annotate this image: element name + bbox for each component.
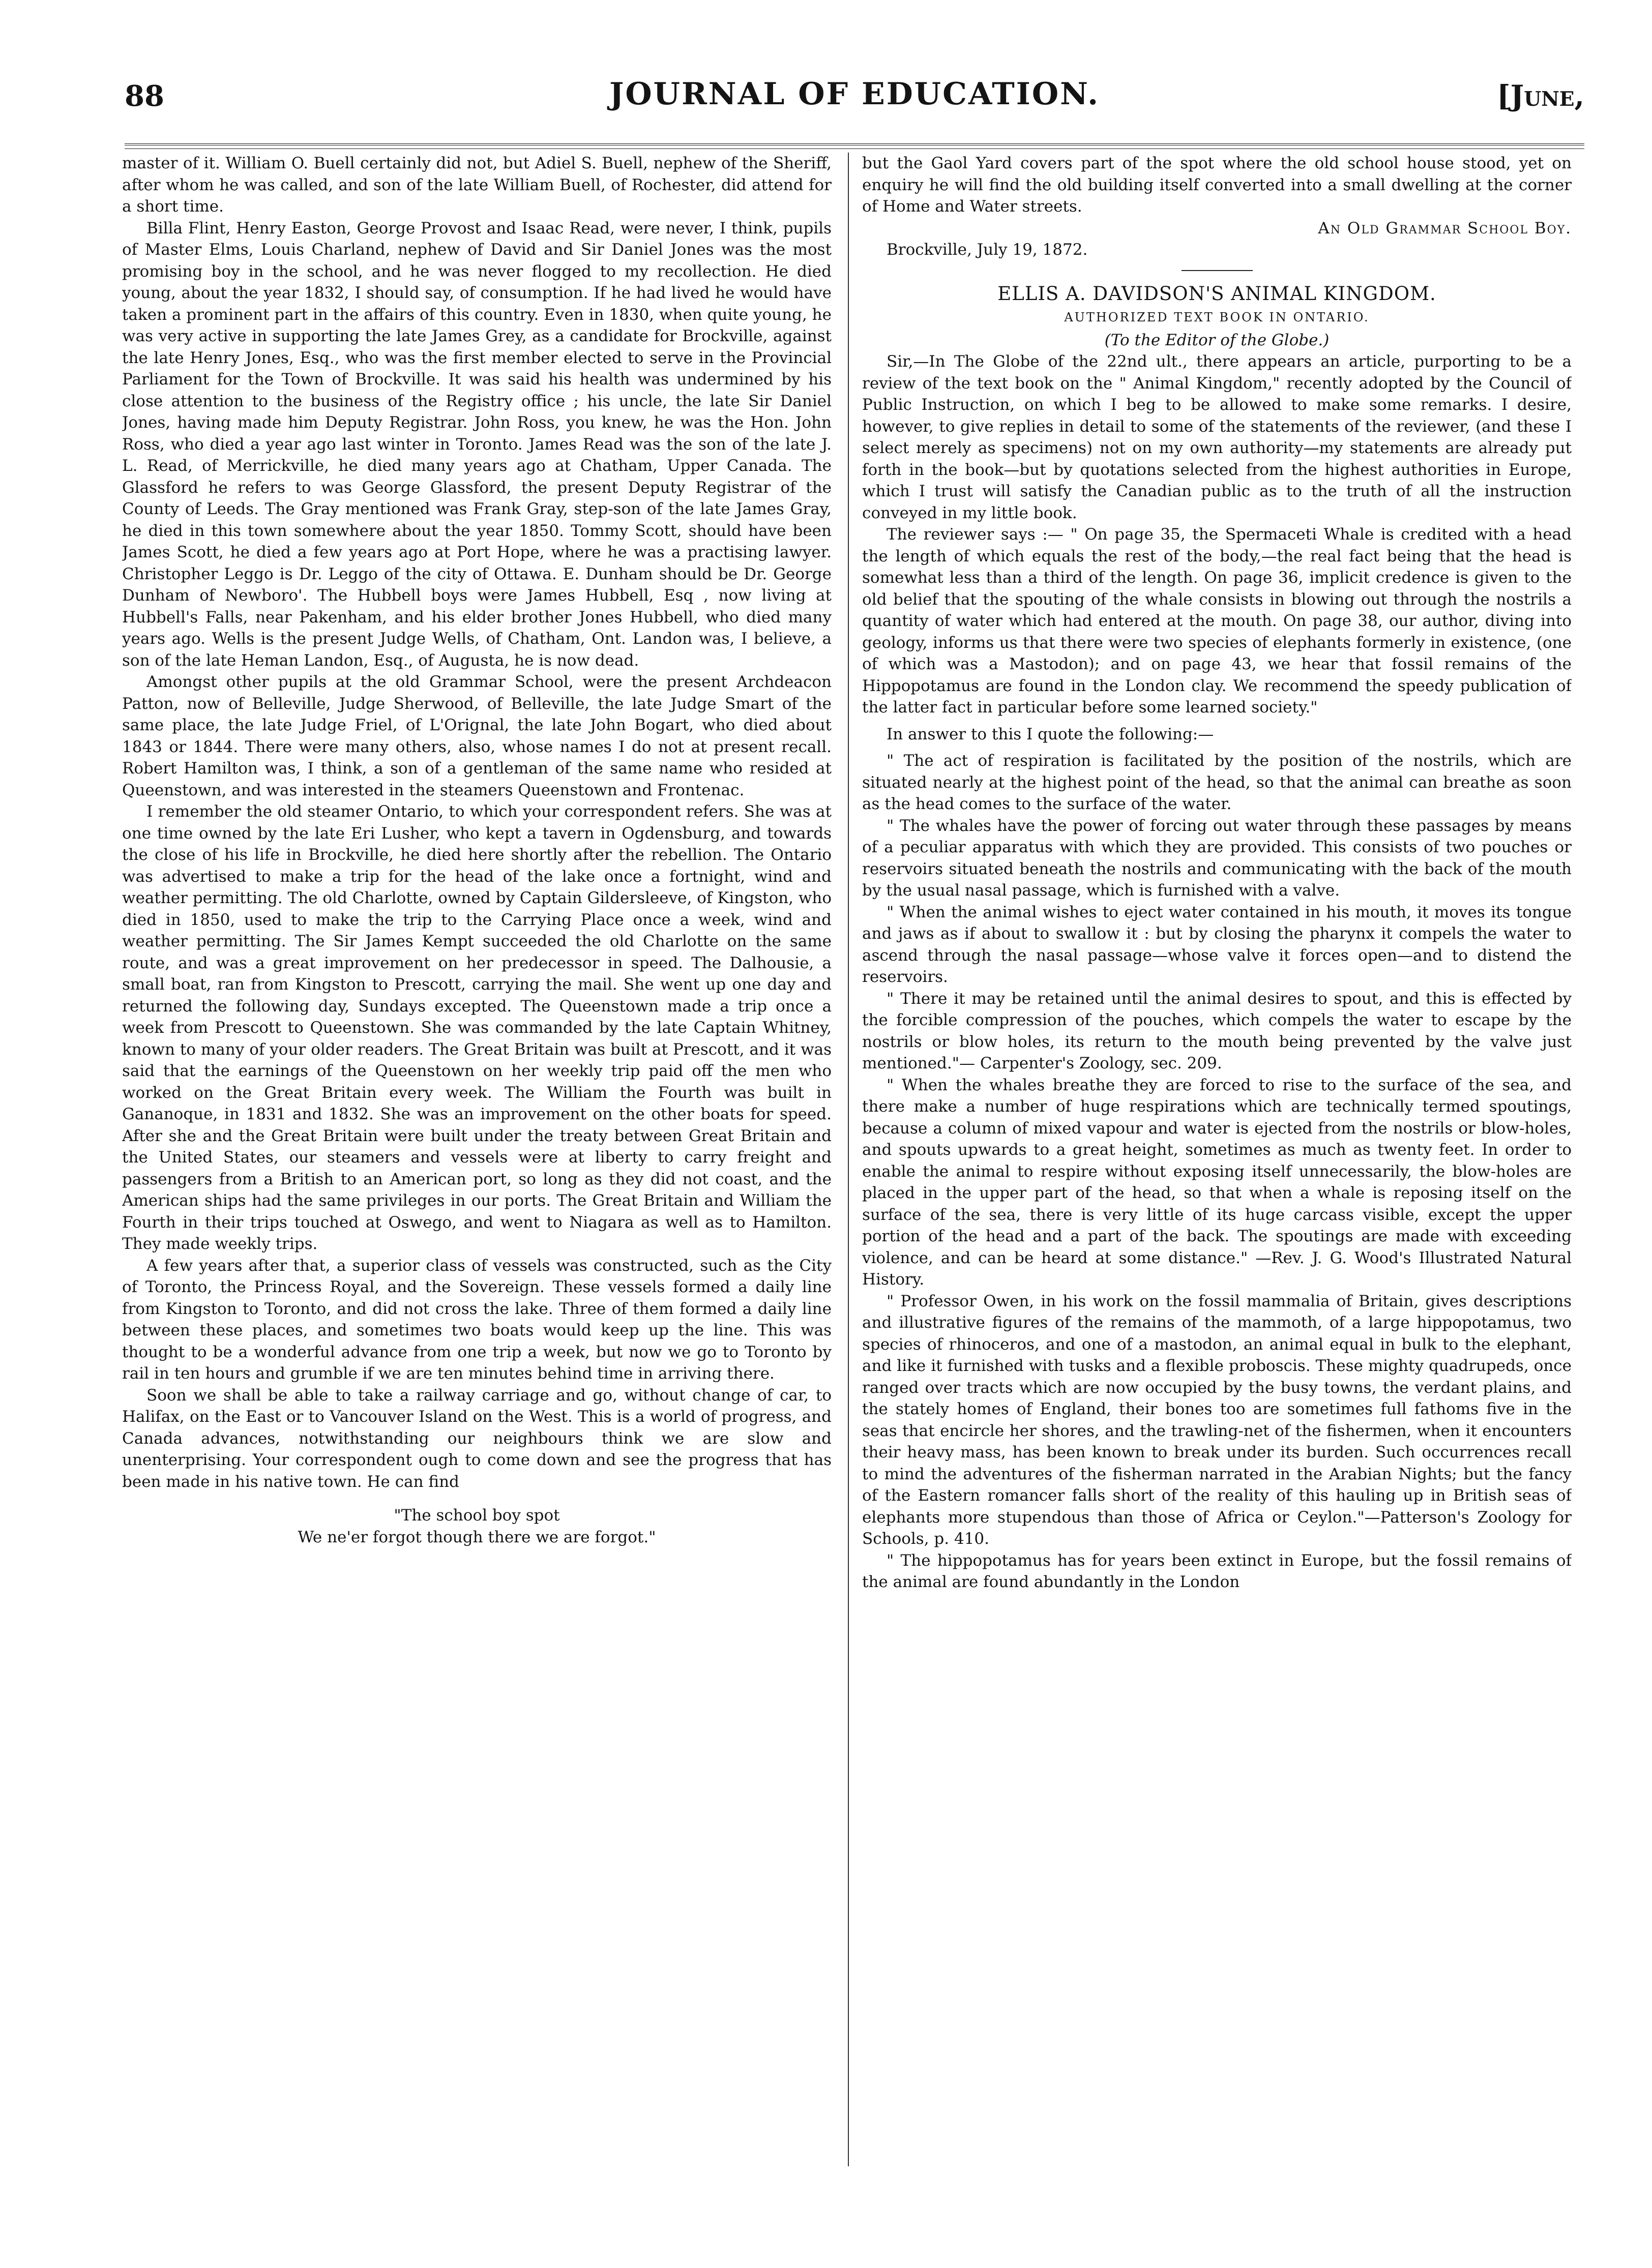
letter-paragraph: A few years after that, a superior class of vessels was constructed, such as the City of Toronto, the Princess Royal, and the Sovereign. These vessels formed a daily line from Kingston to Toronto, and did not cross the lake. Three of them formed a daily line between these places, and sometimes two boats would keep up the line. This was thought to be a wonderful advance from one trip a week, but now we go to Toronto by rail in ten hours and grumble if we are ten minutes behind time in arriving there. bbox=[122, 1256, 832, 1383]
journal-title: JOURNAL OF EDUCATION. bbox=[609, 76, 1100, 112]
article-paragraph: In answer to this I quote the following:— bbox=[887, 725, 1214, 743]
issue-month: [June, bbox=[1497, 79, 1584, 113]
letter-continuation: but the Gaol Yard covers part of the spot where the old school house stood, yet on enquiry he will find the old building itself converted into a small dwelling at the corner of Home and Water streets. bbox=[862, 154, 1572, 216]
quote-paragraph: " There it may be retained until the animal desires to spout, and this is effected by the forcible compression of the pouches, which compels the water to escape by the nostrils or blow holes, its return to the mouth being prevented by the valve just mentioned."— Carpenter's Zoology, sec. 209. bbox=[862, 989, 1572, 1072]
article-paragraph: The reviewer says :— " On page 35, the Spermaceti Whale is credited with a head the length of which equals the rest of the body,—the real fact being that the head is somewhat less than a third of the length. On page 36, implicit credence is given to the old belief that the spouting of the whale consists in blowing out through the nostrils a quantity of water which had entered at the mouth. On page 38, our author, diving into geology, informs us that there were two species of elephants formerly in existence, (one of which was a Mastodon); and on page 43, we hear that fossil remains of the Hippopotamus are found in the London clay. We recommend the speedy publication of the latter fact in particular before some learned society." bbox=[862, 525, 1572, 717]
editor-address: (To the Editor of the Globe.) bbox=[1104, 331, 1330, 349]
page-header bbox=[125, 76, 1584, 132]
letter-paragraph: master of it. William O. Buell certainly did not, but Adiel S. Buell, nephew of the Sheriff, after whom he was called, and son of the late William Buell, of Rochester, did attend for a short time. bbox=[122, 154, 832, 216]
verse-line: We ne'er forgot though there we are forgot." bbox=[298, 1528, 656, 1546]
letter-paragraph: I remember the old steamer Ontario, to which your correspondent refers. She was at one time owned by the late Eri Lusher, who kept a tavern in Ogdensburg, and towards the close of his life in Brockville, he died here shortly after the rebellion. The Ontario was advertised to make a trip for the head of the lake once a fortnight, wind and weather permitting. The old Charlotte, owned by Captain Gildersleeve, of Kingston, who died in 1850, used to make the trip to the Carrying Place once a week, wind and weather permitting. The Sir James Kempt succeeded the old Charlotte on the same route, and was a great improvement on her predecessor in speed. The Dalhousie, a small boat, ran from Kingston to Prescott, carrying the mail. She went up one day and returned the following day, Sundays excepted. The Queenstown made a trip once a week from Prescott to Queenstown. She was commanded by the late Captain Whitney, known to many of your older readers. The Great Britain was built at Prescott, and it was said that the earnings of the Queenstown on her weekly trip paid off the men who worked on the Great Britain every week. The William the Fourth was built in Gananoque, in 1831 and 1832. She was an improvement on the other boats for speed. After she and the Great Britain were built under the treaty between Great Britain and the United States, our steamers and vessels were at liberty to carry freight and passengers from a British to an American port, so long as they did not coast, and the American ships had the same privileges in our ports. The Great Britain and William the Fourth in their trips touched at Oswego, and went to Niagara as well as to Hamilton. They made weekly trips. bbox=[122, 802, 832, 1253]
quote-paragraph: " When the whales breathe they are forced to rise to the surface of the sea, and there make a number of huge respirations which are technically termed spoutings, because a column of mixed vapour and water is ejected from the nostrils or blow-holes, and spouts upwards to a great height, sometimes as much as twenty feet. In order to enable the animal to respire without exposing itself unnecessarily, the blow-holes are placed in the upper part of the head, so that when a whale is reposing itself on the surface of the sea, there is very little of its huge carcass visible, except the upper portion of the head and a part of the back. The spoutings are made with exceeding violence, and can be heard at some distance." —Rev. J. G. Wood's Illustrated Natural History. bbox=[862, 1076, 1572, 1289]
letter-paragraph: Billa Flint, Henry Easton, George Provost and Isaac Read, were never, I think, pupils of Master Elms, Louis Charland, nephew of David and Sir Daniel Jones was the most promising boy in the school, and he was never flogged to my recollection. He died young, about the year 1832, I should say, of consumption. If he had lived he would have taken a prominent part in the affairs of this country. Even in 1830, when quite young, he was very active in supporting the late James Grey, as a candidate for Brockville, against the late Henry Jones, Esq., who was the first member elected to serve in the Provincial Parliament for the Town of Brockville. It was said his health was undermined by his close attention to the business of the Registry office ; his uncle, the late Sir Daniel Jones, having made him Deputy Registrar. John Ross, you knew, he was the Hon. John Ross, who died a year ago last winter in Toronto. James Read was the son of the late J. L. Read, of Merrickville, he died many years ago at Chatham, Upper Canada. The Glassford he refers to was George Glassford, the present Deputy Registrar of the County of Leeds. The Gray mentioned was Frank Gray, step-son of the late James Gray, he died in this town somewhere about the year 1850. Tommy Scott, should have been James Scott, he died a few years ago at Port Hope, where he was a practising lawyer. Christopher Leggo is Dr. Leggo of the city of Ottawa. E. Dunham should be Dr. George Dunham of Newboro'. The Hubbell boys were James Hubbell, Esq , now living at Hubbell's Falls, near Pakenham, and his elder brother Jones Hubbell, who died many years ago. Wells is the present Judge Wells, of Chatham, Ont. Landon was, I believe, a son of the late Heman Landon, Esq., of Augusta, he is now dead. bbox=[122, 219, 832, 670]
letter-signature: An Old Grammar School Boy. bbox=[1318, 219, 1572, 237]
left-column bbox=[122, 153, 832, 2217]
section-subtitle: AUTHORIZED TEXT BOOK IN ONTARIO. bbox=[1064, 310, 1370, 324]
letter-paragraph: Amongst other pupils at the old Grammar School, were the present Archdeacon Patton, now of Belleville, Judge Sherwood, of Belleville, the late Judge Smart of the same place, the late Judge Friel, of L'Orignal, the late John Bogart, who died about 1843 or 1844. There were many others, also, whose names I do not at present recall. Robert Hamilton was, I think, a son of a gentleman of the same name who resided at Queenstown, and was interested in the steamers Queenstown and Frontenac. bbox=[122, 673, 832, 799]
page-number: 88 bbox=[125, 79, 164, 113]
header-rule bbox=[125, 143, 1584, 149]
verse-line: "The school boy spot bbox=[394, 1506, 560, 1525]
article-paragraph: Sir,—In The Globe of the 22nd ult., there appears an article, purporting to be a review of the text book on the " Animal Kingdom," recently adopted by the Council of Public Instruction, on which I beg to be allowed to make some remarks. I desire, however, to give replies in detail to some of the statements of the reviewer, (and these I select merely as specimens) not on my own authority—my statements are already put forth in the book—but by quotations selected from the highest authorities in Europe, which I trust will satisfy the Canadian public as to the truth of all the instruction conveyed in my little book. bbox=[862, 352, 1572, 522]
letter-dateline: Brockville, July 19, 1872. bbox=[887, 241, 1088, 259]
letter-paragraph: Soon we shall be able to take a railway carriage and go, without change of car, to Halifax, on the East or to Vancouver Island on the West. This is a world of progress, and Canada advances, notwithstanding our neighbours think we are slow and unenterprising. Your correspondent ough to come down and see the progress that has been made in his native town. He can find bbox=[122, 1386, 832, 1491]
quote-paragraph: " The hippopotamus has for years been extinct in Europe, but the fossil remains of the animal are found abundantly in the London bbox=[862, 1551, 1572, 1591]
quote-paragraph: " The act of respiration is facilitated by the position of the nostrils, which are situated nearly at the highest point of the head, so that the animal can breathe as soon as the head comes to the surface of the water. bbox=[862, 752, 1572, 813]
quote-paragraph: " When the animal wishes to eject water contained in his mouth, it moves its tongue and jaws as if about to swallow it : but by closing the pharynx it compels the water to ascend through the nasal passage—whose valve it forces open—and to distend the reservoirs. bbox=[862, 903, 1572, 986]
quote-paragraph: " The whales have the power of forcing out water through these passages by means of a peculiar apparatus with which they are provided. This consists of two pouches or reservoirs situated beneath the nostrils and communicating with the back of the mouth by the usual nasal passage, which is furnished with a valve. bbox=[862, 816, 1572, 900]
column-divider bbox=[848, 153, 849, 2166]
section-rule bbox=[1182, 270, 1253, 271]
section-title: ELLIS A. DAVIDSON'S ANIMAL KINGDOM. bbox=[997, 282, 1436, 305]
quote-paragraph: " Professor Owen, in his work on the fossil mammalia of Britain, gives descriptions and illustrative figures of the remains of the mammoth, of a large hippopotamus, two species of rhinoceros, and one of a mastodon, an animal equal in bulk to the elephant, and like it furnished with tusks and a flexible proboscis. These mighty quadrupeds, once ranged over tracts which are now occupied by the busy towns, the verdant plains, and the stately homes of England, their bones too are sometimes full fathoms five in the seas that encircle her shores, and the trawling-net of the fishermen, when it encounters their heavy mass, has been known to break under its burden. Such occurrences recall to mind the adventures of the fisherman narrated in the Arabian Nights; but the fancy of the Eastern romancer falls short of the reality of this hauling up in British seas of elephants more stupendous than those of Africa or Ceylon."—Patterson's Zoology for Schools, p. 410. bbox=[862, 1292, 1572, 1548]
closing-verse bbox=[122, 1505, 832, 1548]
right-column bbox=[862, 153, 1572, 2217]
